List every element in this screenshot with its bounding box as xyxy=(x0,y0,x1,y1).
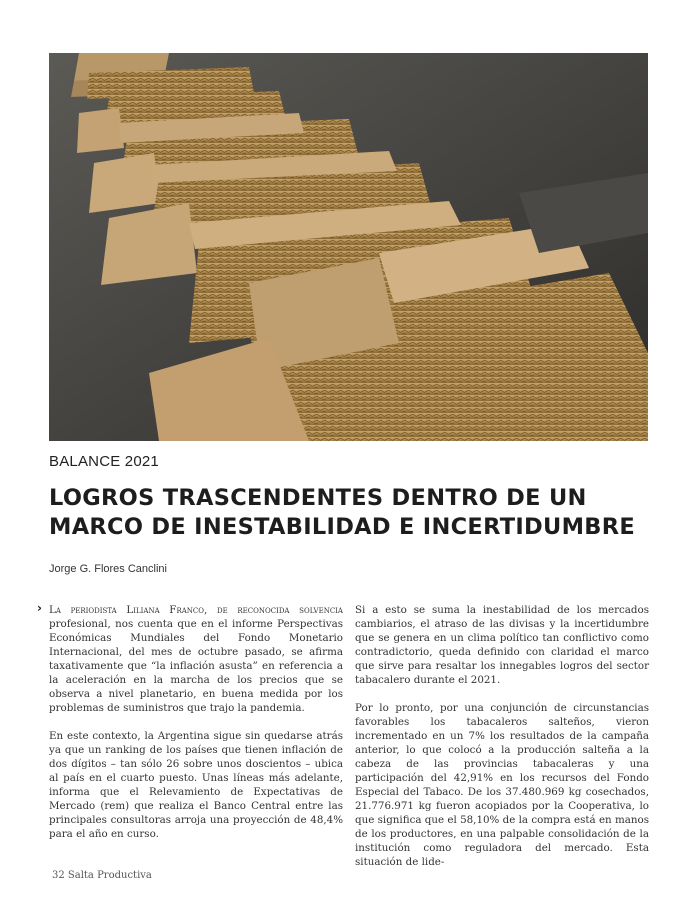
lead-in: La periodista Liliana Franco, de reconocida solvencia xyxy=(49,604,343,616)
tobacco-boxes-photo xyxy=(49,53,648,441)
title-line-1: LOGROS TRASCENDENTES DENTRO DE UN xyxy=(49,485,587,511)
article-title xyxy=(49,484,649,542)
page-folio: 32 Salta Productiva xyxy=(52,870,152,881)
right-column xyxy=(355,603,649,883)
article-photo xyxy=(49,53,648,441)
paragraph: Por lo pronto, por una conjunción de circunstancias favorables los tabacaleros salteños, vieron incrementado en un 7% los resultados de la campaña anterior, lo que colocó a la producción salteña a la cabeza de las provincias tabacaleras y una participación del 42,91% en los recursos del Fondo Especial del Tabaco. De los 37.480.969 kg cosechados, 21.776.971 kg fueron acopiados por la Cooperativa, lo que significa que el 58,10% de la compra está en manos de los productores, en una palpable consolidación de la institución como reguladora del mercado. Esta situación de lide- xyxy=(355,702,649,868)
title-line-2: MARCO DE INESTABILIDAD E INCERTIDUMBRE xyxy=(49,514,636,540)
chevron-right-icon: › xyxy=(37,601,42,615)
section-kicker: BALANCE 2021 xyxy=(49,453,159,470)
paragraph: En este contexto, la Argentina sigue sin quedarse atrás ya que un ranking de los países que tienen inflación de dos dígitos – tan sólo 26 sobre unos doscientos – ubica al país en el cuarto puesto. Unas líneas más adelante, informa que el Relevamiento de Expectativas de Mercado (rem) que realiza el Banco Central entre las principales consultoras arroja una proyección de 48,4% para el año en curso. xyxy=(49,730,343,840)
left-column xyxy=(49,603,343,855)
paragraph: Si a esto se suma la inestabilidad de los mercados cambiarios, el atraso de las divisas y la incertidumbre que se genera en un clima político tan conflictivo como contradictorio, queda definido con claridad el marco que sirve para resaltar los innegables logros del sector tabacalero durante el 2021. xyxy=(355,604,649,686)
paragraph-text: profesional, nos cuenta que en el informe Perspectivas Económicas Mundiales del Fondo Monetario Internacional, del mes de octubre pasado, se afirma taxativamente que “la inflación asusta” en referencia a la aceleración en la marcha de los precios que se observa a nivel planetario, en buena medida por los problemas de suministros que trajo la pandemia. xyxy=(49,618,343,714)
paragraph xyxy=(49,603,343,715)
author-byline: Jorge G. Flores Canclini xyxy=(49,563,167,575)
